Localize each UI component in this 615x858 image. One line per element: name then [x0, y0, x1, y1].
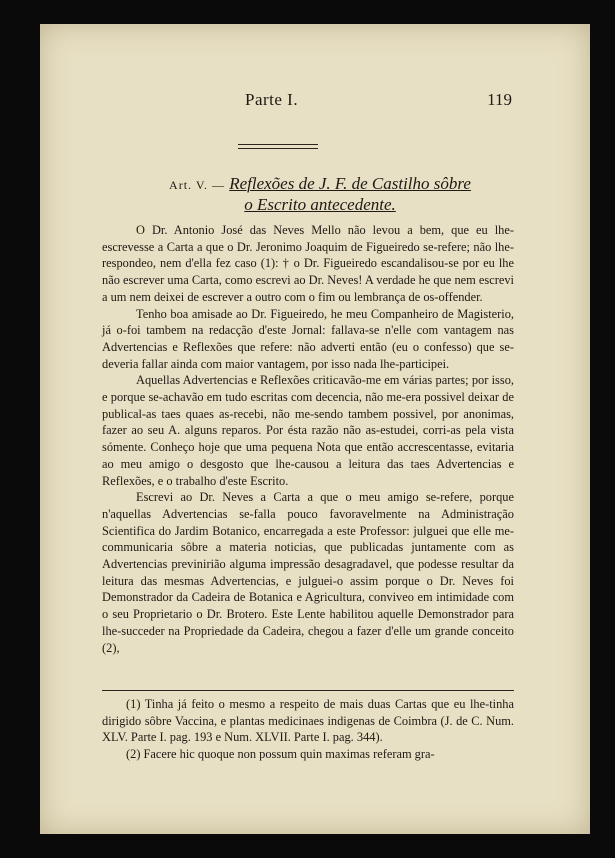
footnote: (2) Facere hic quoque non possum quin maximas referam gra- [126, 747, 435, 762]
article-heading-line1 [100, 174, 540, 195]
paragraph: Tenho boa amisade ao Dr. Figueiredo, he meu Companheiro de Magisterio, já o-foi tambem na redacção d'este Jornal: fallava-se n'elle com vantagem nas Advertencias e Reflexões que refere: não adverti então (eu o confesso) que se-deveria fallar ainda com maior vantagem, por isso nada lhe-participei. [102, 306, 514, 371]
article-title-line2: o Escrito antecedente. [244, 195, 396, 214]
article-label: Art. V. — [169, 178, 225, 192]
article-title-line1: Reflexões de J. F. de Castilho sôbre [229, 174, 471, 193]
ornamental-rule-top [238, 144, 318, 145]
article-heading-line2 [100, 195, 540, 215]
running-head-title: Parte I. [245, 90, 299, 109]
paragraph: Aquellas Advertencias e Reflexões criticavão-me em várias partes; por isso, e porque se-achavão em tudo escritas com decencia, não me-era possivel deixar de publical-as taes quaes as-recebi, não me-sendo tambem possivel, por anonimas, fazer ao seu A. alguns reparos. Por ésta razão não as-estudei, corri-as pela vista sómente. Conheço hoje que uma pequena Nota que então accrescentasse, evitaria ao meu amigo o desgosto que lhe-causou a leitura das taes Advertencias e Reflexões, e o trabalho d'este Escrito. [102, 373, 514, 488]
paragraph: O Dr. Antonio José das Neves Mello não levou a bem, que eu lhe-escrevesse a Carta a que o Dr. Jeronimo Joaquim de Figueiredo se-refere; não lhe-respondeo, nem d'ella fez caso (1): † o Dr. Figueiredo escandalisou-se por eu lhe não escrever uma Carta, como escrevi ao Dr. Neves! A verdade he que nem escrevi a um nem deixei de escrever a outro com o fim ou lembrança de os-offender. [102, 223, 514, 304]
article-body [102, 222, 514, 656]
paragraph: Escrevi ao Dr. Neves a Carta a que o meu amigo se-refere, porque n'aquellas Advertencias se-falla pouco favoravelmente na Administração Scientifica do Jardim Botanico, encarregada a este Professor: julguei que elle me-communicaria sôbre a materia noticias, que publicadas juntamente com as Advertencias previnirião alguma impressão desagradavel, que podesse resultar da leitura das mesmas Advertencias, e julguei-o assim porque o Dr. Neves foi Demonstrador da Cadeira de Botanica e Agricultura, conviveo em intimidade com o seu Proprietario o Dr. Brotero. Este Lente habilitou aquelle Demonstrador para lhe-succeder na Propriedade da Cadeira, chegou a fazer d'elle um grande conceito (2), [102, 490, 514, 655]
footnotes [102, 696, 514, 763]
footnote-divider [102, 690, 514, 691]
footnote: (1) Tinha já feito o mesmo a respeito de mais duas Cartas que eu lhe-tinha dirigido sôbre Vaccina, e plantas medicinaes indigenas de Coimbra (J. de C. Num. XLV. Parte I. pag. 193 e Num. XLVII. Parte I. pag. 344). [102, 697, 514, 745]
running-head [40, 90, 590, 114]
ornamental-rule-bottom [238, 148, 318, 149]
page-number: 119 [487, 90, 512, 109]
book-page [40, 24, 590, 834]
article-heading [100, 174, 540, 215]
